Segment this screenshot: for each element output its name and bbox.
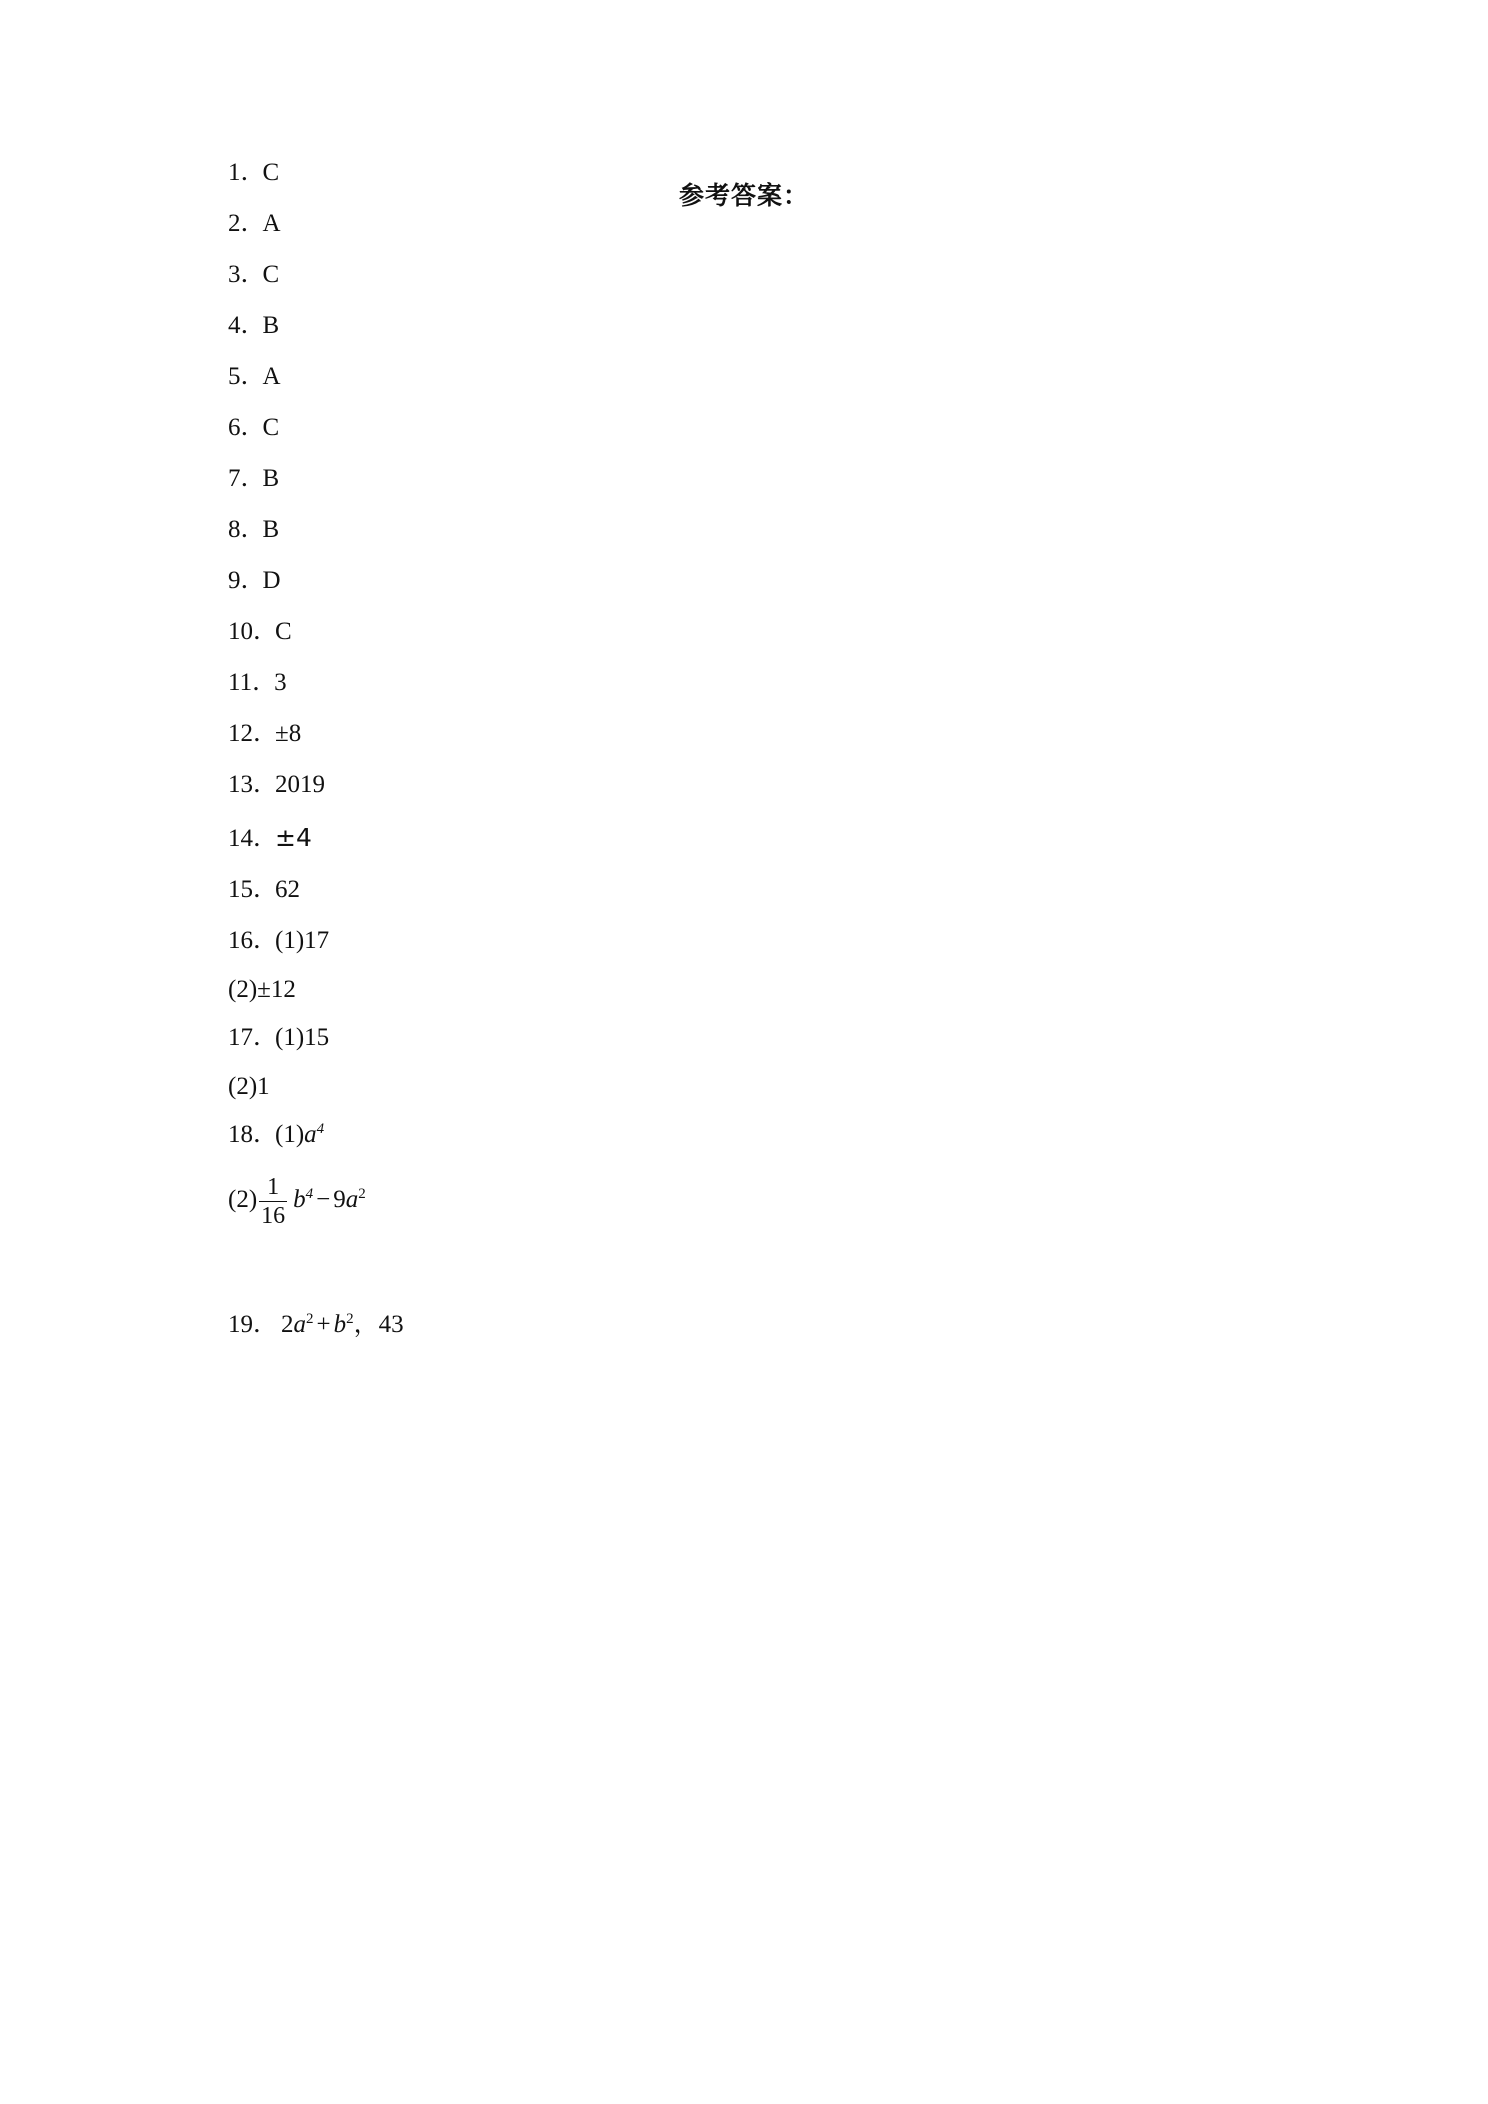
answer-value: B — [262, 312, 280, 339]
answer-row-18 — [228, 1120, 324, 1150]
answer-number: 16 — [228, 927, 253, 954]
answer-value: (1)17 — [275, 927, 330, 954]
separator: ． — [240, 159, 266, 186]
math-variable: b — [333, 1311, 347, 1338]
answer-value: A — [262, 363, 281, 390]
answer-number: 14 — [228, 825, 253, 852]
answer-number: 4 — [228, 312, 241, 339]
answer-value: ±8 — [275, 720, 302, 747]
answer-row-6 — [228, 413, 279, 443]
answer-row-15 — [228, 875, 300, 905]
answer-number: 10 — [228, 618, 253, 645]
answer-value: C — [262, 159, 280, 186]
answer-row-10 — [228, 617, 292, 647]
answer-row-19 — [228, 1310, 404, 1340]
answer-value: A — [262, 210, 281, 237]
answer-row-7 — [228, 464, 279, 494]
answer-number: 18 — [228, 1121, 253, 1148]
separator: ． — [253, 927, 279, 954]
page-title: 参考答案： — [678, 181, 809, 210]
answer-row-16-part2 — [228, 975, 296, 1005]
answer-number: 17 — [228, 1024, 253, 1051]
minus-sign: − — [316, 1186, 331, 1213]
separator: ． — [240, 516, 266, 543]
answer-number: 6 — [228, 414, 241, 441]
answer-value: 43 — [378, 1311, 404, 1338]
answer-row-16 — [228, 926, 329, 956]
separator: ． — [253, 1024, 279, 1051]
answer-value: (2)±12 — [228, 976, 296, 1003]
separator: ． — [240, 465, 266, 492]
answer-value: 3 — [274, 669, 287, 696]
answer-value: (2)1 — [228, 1073, 270, 1100]
separator: ． — [253, 825, 279, 852]
answer-number: 13 — [228, 771, 253, 798]
answer-number: 15 — [228, 876, 253, 903]
answer-row-9 — [228, 566, 281, 596]
answer-value: C — [262, 414, 280, 441]
answer-row-4 — [228, 311, 279, 341]
separator: ． — [240, 261, 266, 288]
separator: ． — [253, 720, 279, 747]
answer-row-2 — [228, 209, 281, 239]
answer-value: B — [262, 516, 280, 543]
answer-row-1 — [228, 158, 279, 188]
math-variable: b — [293, 1186, 306, 1213]
math-exponent: 4 — [316, 1121, 325, 1137]
math-exponent: 2 — [306, 1311, 314, 1327]
answer-value: ±4 — [275, 823, 312, 852]
math-exponent: 2 — [346, 1311, 354, 1327]
answer-row-18-part2 — [228, 1170, 366, 1230]
answer-value: C — [275, 618, 292, 645]
separator: ． — [240, 567, 266, 594]
math-exponent: 4 — [305, 1186, 314, 1202]
math-coefficient: 9 — [333, 1186, 346, 1213]
answer-number: 2 — [228, 210, 241, 237]
answer-value: D — [262, 567, 281, 594]
separator: ． — [253, 876, 279, 903]
separator: ． — [252, 669, 278, 696]
answer-row-12 — [228, 719, 301, 749]
answer-number: 1 — [228, 159, 241, 186]
separator: ． — [240, 312, 266, 339]
answer-row-11 — [228, 668, 287, 698]
answer-value: 2019 — [275, 771, 325, 798]
answer-number: 11 — [228, 669, 253, 696]
separator: ． — [253, 1311, 279, 1338]
part-label: (1) — [275, 1121, 305, 1148]
math-variable: a — [293, 1311, 306, 1338]
answer-row-3 — [228, 260, 279, 290]
separator: ． — [240, 363, 266, 390]
answer-row-17-part2 — [228, 1072, 270, 1102]
answer-value: (1)15 — [275, 1024, 330, 1051]
math-exponent: 2 — [358, 1186, 366, 1202]
answer-value: B — [262, 465, 280, 492]
comma: ， — [353, 1311, 379, 1338]
answer-row-14 — [228, 823, 312, 854]
answer-number: 7 — [228, 465, 241, 492]
fraction-denominator: 16 — [261, 1202, 286, 1229]
answer-number: 3 — [228, 261, 241, 288]
math-fraction — [259, 1173, 287, 1230]
answer-number: 8 — [228, 516, 241, 543]
answer-number: 5 — [228, 363, 241, 390]
answer-number: 12 — [228, 720, 253, 747]
separator: ． — [253, 771, 279, 798]
answer-row-5 — [228, 362, 281, 392]
separator: ． — [253, 1121, 279, 1148]
answer-value: C — [262, 261, 280, 288]
math-coefficient: 2 — [281, 1311, 294, 1338]
answer-number: 9 — [228, 567, 241, 594]
separator: ． — [240, 414, 266, 441]
separator: ． — [253, 618, 279, 645]
answer-row-17 — [228, 1023, 329, 1053]
part-label: (2) — [228, 1186, 258, 1213]
answer-value: 62 — [275, 876, 300, 903]
answer-row-8 — [228, 515, 279, 545]
answer-number: 19 — [228, 1311, 253, 1338]
plus-sign: + — [316, 1311, 331, 1338]
separator: ． — [240, 210, 266, 237]
fraction-numerator: 1 — [267, 1173, 280, 1200]
math-variable: a — [304, 1121, 317, 1148]
answer-row-13 — [228, 770, 325, 800]
math-variable: a — [345, 1186, 359, 1213]
